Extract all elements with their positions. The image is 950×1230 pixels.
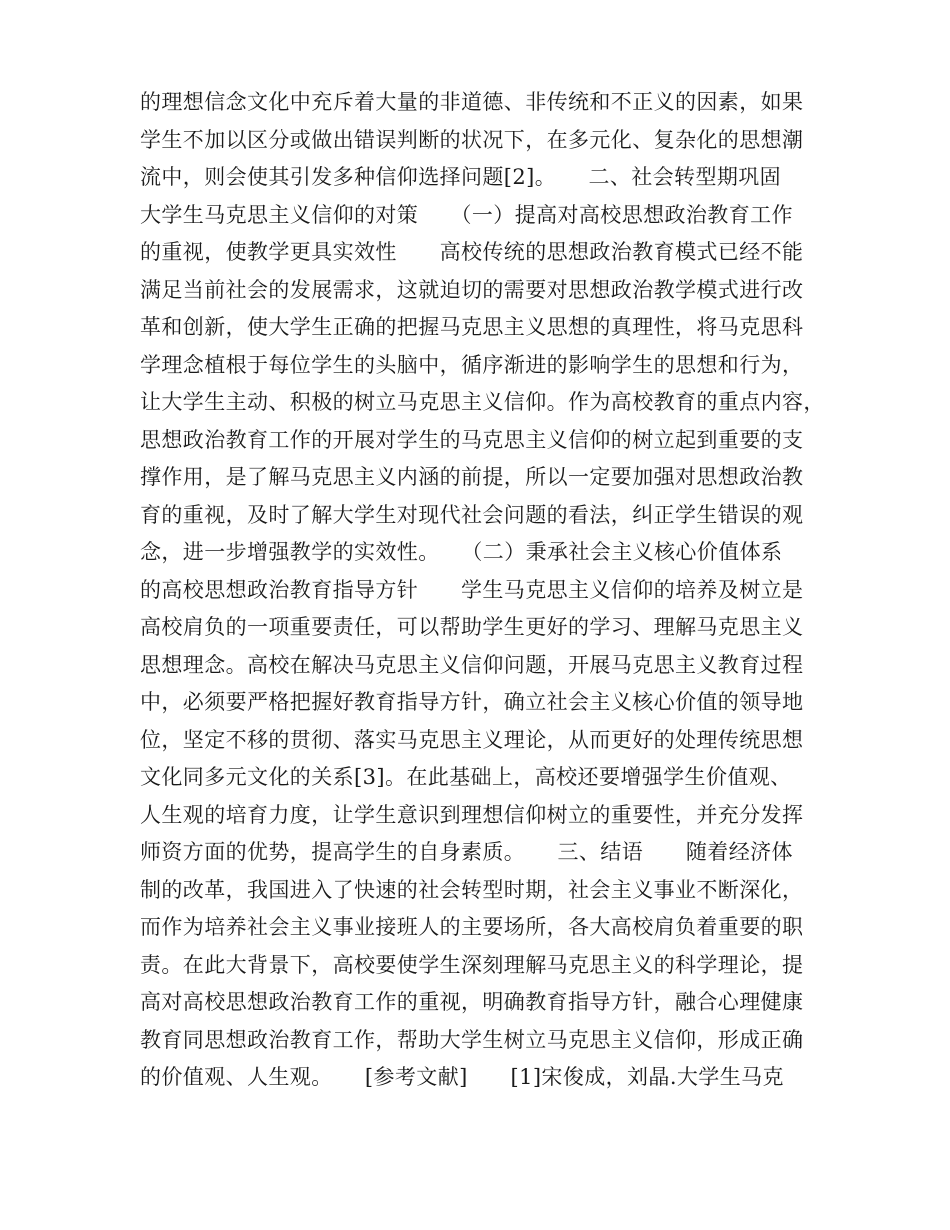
text-line: 制的改革，我国进入了快速的社会转型时期，社会主义事业不断深化，	[140, 877, 804, 902]
text-line: 而作为培养社会主义事业接班人的主要场所，各大高校肩负着重要的职	[140, 915, 804, 939]
text-line: 教育同思想政治教育工作，帮助大学生树立马克思主义信仰，形成正确	[140, 1027, 804, 1052]
text-line: 位，坚定不移的贯彻、落实马克思主义理论，从而更好的处理传统思想	[140, 727, 804, 752]
body-text	[140, 84, 840, 1097]
text-line: 思想政治教育工作的开展对学生的马克思主义信仰的树立起到重要的支	[140, 427, 804, 452]
text-line: 师资方面的优势，提高学生的自身素质。 三、结语 随着经济体	[140, 840, 793, 864]
text-line: 的理想信念文化中充斥着大量的非道德、非传统和不正义的因素，如果	[140, 90, 804, 114]
text-line: 革和创新，使大学生正确的把握马克思主义思想的真理性，将马克思科	[140, 315, 804, 339]
text-line: 的价值观、人生观。 [参考文献] [1]宋俊成，刘晶.大学生马克	[140, 1065, 784, 1089]
text-line: 念，进一步增强教学的实效性。 （二）秉承社会主义核心价值体系	[140, 540, 783, 564]
text-line: 中，必须要严格把握好教育指导方针，确立社会主义核心价值的领导地	[140, 690, 804, 714]
text-line: 人生观的培育力度，让学生意识到理想信仰树立的重要性，并充分发挥	[140, 802, 804, 827]
text-line: 学理念植根于每位学生的头脑中，循序渐进的影响学生的思想和行为，	[140, 352, 804, 377]
text-line: 撑作用，是了解马克思主义内涵的前提，所以一定要加强对思想政治教	[140, 465, 804, 489]
text-line: 高校肩负的一项重要责任，可以帮助学生更好的学习、理解马克思主义	[140, 615, 804, 639]
text-line: 满足当前社会的发展需求，这就迫切的需要对思想政治教学模式进行改	[140, 277, 804, 302]
text-line: 让大学生主动、积极的树立马克思主义信仰。作为高校教育的重点内容，	[140, 390, 825, 414]
text-line: 的重视，使教学更具实效性 高校传统的思想政治教育模式已经不能	[140, 240, 804, 264]
text-line: 思想理念。高校在解决马克思主义信仰问题，开展马克思主义教育过程	[140, 652, 804, 677]
text-line: 育的重视，及时了解大学生对现代社会问题的看法，纠正学生错误的观	[140, 502, 804, 527]
text-line: 的高校思想政治教育指导方针 学生马克思主义信仰的培养及树立是	[140, 577, 804, 602]
text-line: 大学生马克思主义信仰的对策 （一）提高对高校思想政治教育工作	[140, 202, 793, 227]
text-line: 高对高校思想政治教育工作的重视，明确教育指导方针，融合心理健康	[140, 990, 804, 1014]
text-line: 文化同多元文化的关系[3]。在此基础上，高校还要增强学生价值观、	[140, 765, 792, 789]
text-line: 责。在此大背景下，高校要使学生深刻理解马克思主义的科学理论，提	[140, 952, 804, 977]
text-line: 流中，则会使其引发多种信仰选择问题[2]。 二、社会转型期巩固	[140, 165, 782, 189]
text-line: 学生不加以区分或做出错误判断的状况下，在多元化、复杂化的思想潮	[140, 127, 804, 152]
